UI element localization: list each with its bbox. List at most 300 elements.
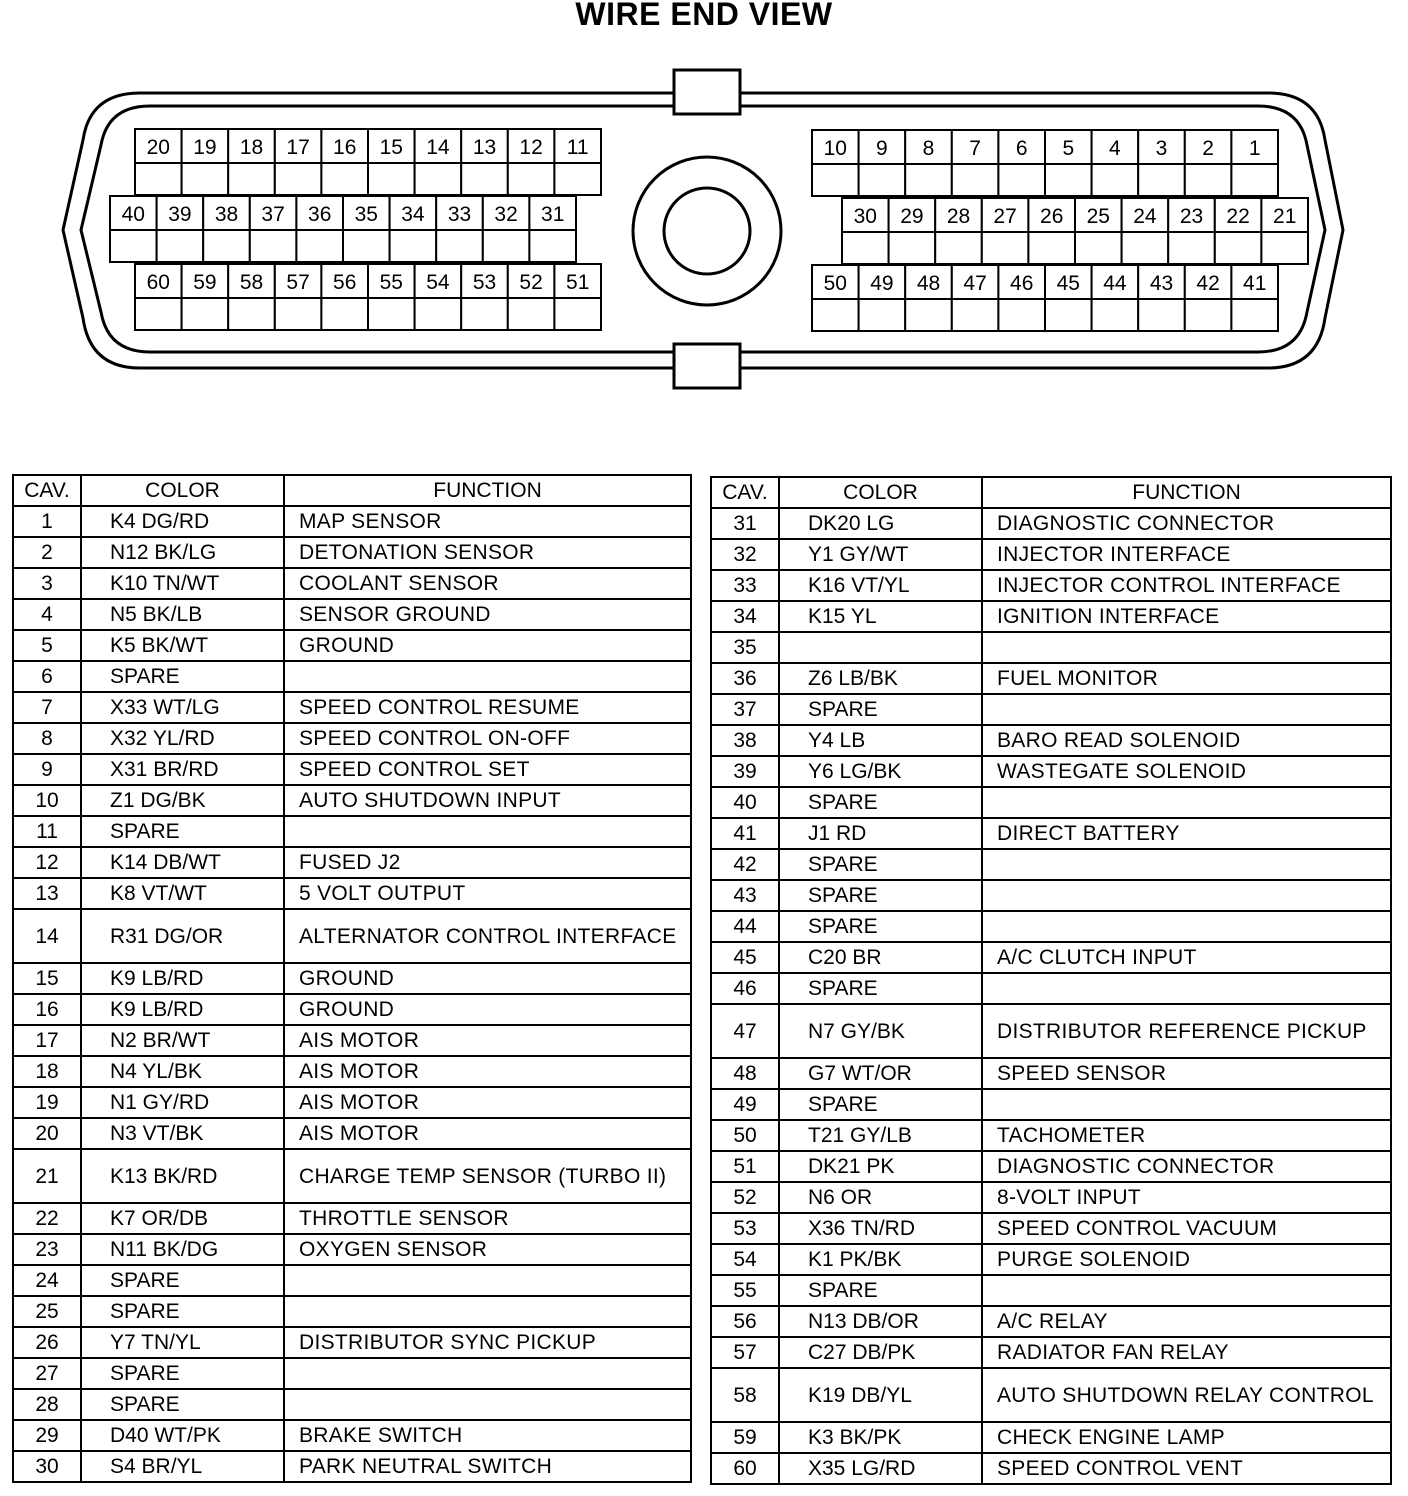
- cavity-hole: [859, 299, 906, 331]
- cavity-hole: [952, 299, 999, 331]
- cavity-hole: [368, 298, 415, 330]
- cavity-hole: [321, 163, 368, 195]
- wire-color-cell: C20 BR: [779, 942, 982, 973]
- wire-color-cell: SPARE: [81, 661, 284, 692]
- cavity-hole: [343, 230, 390, 262]
- wire-color-cell: X36 TN/RD: [779, 1213, 982, 1244]
- table-row: [13, 1327, 691, 1358]
- cavity-number: 15: [379, 136, 403, 159]
- cavity-cell: 51: [711, 1151, 779, 1182]
- cavity-number: 32: [494, 203, 518, 226]
- wire-color-cell: SPARE: [81, 1358, 284, 1389]
- cavity-number: 28: [946, 205, 971, 228]
- cavity-hole: [135, 163, 182, 195]
- cavity-cell: 57: [711, 1337, 779, 1368]
- cavity-cell: 43: [711, 880, 779, 911]
- function-cell: SENSOR GROUND: [284, 599, 691, 630]
- function-cell: AUTO SHUTDOWN INPUT: [284, 785, 691, 816]
- cavity-hole: [275, 298, 322, 330]
- function-cell: DISTRIBUTOR SYNC PICKUP: [284, 1327, 691, 1358]
- cavity-hole: [859, 164, 906, 196]
- table-row: [13, 785, 691, 816]
- wire-color-cell: Z6 LB/BK: [779, 663, 982, 694]
- cavity-number: 42: [1196, 272, 1220, 295]
- cavity-hole: [1028, 232, 1075, 264]
- cavity-hole: [508, 163, 555, 195]
- cavity-cell: 4: [13, 599, 81, 630]
- cavity-number: 9: [876, 137, 888, 160]
- function-cell: THROTTLE SENSOR: [284, 1203, 691, 1234]
- cavity-number: 29: [900, 205, 924, 228]
- cavity-cell: 50: [711, 1120, 779, 1151]
- wire-color-cell: K4 DG/RD: [81, 506, 284, 537]
- function-cell: AIS MOTOR: [284, 1087, 691, 1118]
- cavity-hole: [1045, 164, 1092, 196]
- function-cell: GROUND: [284, 963, 691, 994]
- table-row: [711, 570, 1391, 601]
- cavity-cell: 14: [13, 909, 81, 963]
- cavity-number: 46: [1010, 272, 1034, 295]
- cavity-number: 2: [1202, 137, 1214, 160]
- cavity-cell: 33: [711, 570, 779, 601]
- table-row: [13, 1234, 691, 1265]
- cavity-hole: [436, 230, 483, 262]
- table-row: [13, 816, 691, 847]
- wire-color-cell: SPARE: [779, 911, 982, 942]
- cavity-number: 47: [963, 272, 987, 295]
- cavity-hole: [1138, 299, 1185, 331]
- cavity-hole: [1231, 164, 1278, 196]
- cavity-cell: 21: [13, 1149, 81, 1203]
- cavity-hole: [952, 164, 999, 196]
- wire-color-cell: SPARE: [81, 816, 284, 847]
- function-cell: FUEL MONITOR: [982, 663, 1391, 694]
- function-cell: DETONATION SENSOR: [284, 537, 691, 568]
- function-cell: CHARGE TEMP SENSOR (TURBO II): [284, 1149, 691, 1203]
- table-header-row: [13, 475, 691, 506]
- function-cell: [284, 1389, 691, 1420]
- function-cell: AUTO SHUTDOWN RELAY CONTROL: [982, 1368, 1391, 1422]
- cavity-hole: [935, 232, 982, 264]
- wire-color-cell: Y4 LB: [779, 725, 982, 756]
- cavity-cell: 29: [13, 1420, 81, 1451]
- wire-color-cell: K8 VT/WT: [81, 878, 284, 909]
- function-cell: SPEED CONTROL RESUME: [284, 692, 691, 723]
- cavity-hole: [1231, 299, 1278, 331]
- cavity-hole: [1122, 232, 1169, 264]
- cavity-hole: [1092, 299, 1139, 331]
- cavity-number: 6: [1015, 137, 1028, 160]
- wire-color-cell: N11 BK/DG: [81, 1234, 284, 1265]
- table-row: [13, 661, 691, 692]
- function-cell: CHECK ENGINE LAMP: [982, 1422, 1391, 1453]
- cavity-number: 37: [261, 203, 285, 226]
- table-row: [711, 508, 1391, 539]
- cavity-cell: 32: [711, 539, 779, 570]
- cavity-cell: 17: [13, 1025, 81, 1056]
- function-cell: GROUND: [284, 630, 691, 661]
- cavity-hole: [905, 164, 952, 196]
- cavity-number: 43: [1149, 272, 1174, 295]
- header-cav: CAV.: [13, 475, 81, 506]
- table-row: [711, 694, 1391, 725]
- function-cell: [982, 911, 1391, 942]
- page-title: WIRE END VIEW: [575, 0, 833, 32]
- cavity-number: 5: [1062, 137, 1075, 160]
- table-row: [711, 1120, 1391, 1151]
- table-row: [711, 1058, 1391, 1089]
- cavity-number: 7: [969, 137, 981, 160]
- function-cell: SPEED CONTROL ON-OFF: [284, 723, 691, 754]
- wire-color-cell: K19 DB/YL: [779, 1368, 982, 1422]
- cavity-cell: 26: [13, 1327, 81, 1358]
- function-cell: 8-VOLT INPUT: [982, 1182, 1391, 1213]
- cavity-number: 8: [922, 137, 935, 160]
- cavity-cell: 47: [711, 1004, 779, 1058]
- table-row: [711, 911, 1391, 942]
- pin-table-right: [710, 476, 1392, 1485]
- wire-color-cell: SPARE: [779, 1089, 982, 1120]
- function-cell: A/C CLUTCH INPUT: [982, 942, 1391, 973]
- function-cell: COOLANT SENSOR: [284, 568, 691, 599]
- table-row: [711, 1004, 1391, 1058]
- cavity-number: 17: [286, 136, 310, 159]
- function-cell: [284, 661, 691, 692]
- cavity-number: 19: [193, 136, 217, 159]
- table-row: [13, 754, 691, 785]
- cavity-hole: [368, 163, 415, 195]
- cavity-number: 36: [308, 203, 332, 226]
- wire-color-cell: SPARE: [779, 787, 982, 818]
- table-row: [13, 1358, 691, 1389]
- cavity-number: 54: [426, 271, 450, 294]
- wire-color-cell: N6 OR: [779, 1182, 982, 1213]
- table-row: [711, 1422, 1391, 1453]
- cavity-number: 38: [214, 203, 239, 226]
- wire-color-cell: K1 PK/BK: [779, 1244, 982, 1275]
- connector-bolt-inner: [664, 188, 750, 274]
- table-row: [711, 1213, 1391, 1244]
- cavity-cell: 55: [711, 1275, 779, 1306]
- cavity-number: 35: [354, 203, 378, 226]
- function-cell: WASTEGATE SOLENOID: [982, 756, 1391, 787]
- cavity-number: 23: [1179, 205, 1204, 228]
- connector-bottom-tab: [674, 344, 740, 388]
- cavity-hole: [135, 298, 182, 330]
- cavity-cell: 22: [13, 1203, 81, 1234]
- cavity-number: 25: [1086, 205, 1110, 228]
- function-cell: SPEED CONTROL VACUUM: [982, 1213, 1391, 1244]
- table-row: [711, 1275, 1391, 1306]
- wire-color-cell: K14 DB/WT: [81, 847, 284, 878]
- cavity-cell: 48: [711, 1058, 779, 1089]
- cavity-number: 30: [853, 205, 877, 228]
- function-cell: TACHOMETER: [982, 1120, 1391, 1151]
- wire-color-cell: N4 YL/BK: [81, 1056, 284, 1087]
- function-cell: PURGE SOLENOID: [982, 1244, 1391, 1275]
- cavity-cell: 9: [13, 754, 81, 785]
- cavity-number: 11: [566, 136, 589, 159]
- table-row: [711, 1151, 1391, 1182]
- header-function: FUNCTION: [982, 477, 1391, 508]
- table-row: [13, 1420, 691, 1451]
- cavity-cell: 16: [13, 994, 81, 1025]
- function-cell: IGNITION INTERFACE: [982, 601, 1391, 632]
- cavity-cell: 41: [711, 818, 779, 849]
- function-cell: SPEED CONTROL SET: [284, 754, 691, 785]
- wire-color-cell: X32 YL/RD: [81, 723, 284, 754]
- table-row: [13, 1296, 691, 1327]
- function-cell: RADIATOR FAN RELAY: [982, 1337, 1391, 1368]
- cavity-cell: 13: [13, 878, 81, 909]
- wire-color-cell: N5 BK/LB: [81, 599, 284, 630]
- cavity-hole: [842, 232, 889, 264]
- wire-color-cell: Z1 DG/BK: [81, 785, 284, 816]
- cavity-hole: [415, 163, 462, 195]
- wire-color-cell: X31 BR/RD: [81, 754, 284, 785]
- cavity-number: 58: [239, 271, 264, 294]
- cavity-number: 27: [993, 205, 1017, 228]
- function-cell: AIS MOTOR: [284, 1025, 691, 1056]
- cavity-number: 40: [121, 203, 145, 226]
- table-row: [13, 723, 691, 754]
- function-cell: OXYGEN SENSOR: [284, 1234, 691, 1265]
- cavity-number: 44: [1103, 272, 1127, 295]
- wire-color-cell: K16 VT/YL: [779, 570, 982, 601]
- cavity-number: 1: [1248, 137, 1261, 160]
- cavity-hole: [982, 232, 1029, 264]
- cavity-hole: [390, 230, 437, 262]
- table-row: [13, 963, 691, 994]
- cavity-cell: 11: [13, 816, 81, 847]
- function-cell: [982, 880, 1391, 911]
- table-header-row: [711, 477, 1391, 508]
- function-cell: DIRECT BATTERY: [982, 818, 1391, 849]
- table-row: [13, 1265, 691, 1296]
- cavity-hole: [415, 298, 462, 330]
- cavity-hole: [554, 163, 601, 195]
- function-cell: DIAGNOSTIC CONNECTOR: [982, 508, 1391, 539]
- cavity-cell: 24: [13, 1265, 81, 1296]
- cavity-hole: [1075, 232, 1122, 264]
- cavity-cell: 8: [13, 723, 81, 754]
- wire-color-cell: Y6 LG/BK: [779, 756, 982, 787]
- cavity-number: 33: [447, 203, 472, 226]
- function-cell: ALTERNATOR CONTROL INTERFACE: [284, 909, 691, 963]
- cavity-number: 14: [426, 136, 450, 159]
- table-row: [711, 849, 1391, 880]
- table-row: [13, 1118, 691, 1149]
- wire-color-cell: J1 RD: [779, 818, 982, 849]
- wire-color-cell: N12 BK/LG: [81, 537, 284, 568]
- table-row: [13, 1056, 691, 1087]
- function-cell: [284, 1358, 691, 1389]
- cavity-cell: 44: [711, 911, 779, 942]
- wire-color-cell: Y7 TN/YL: [81, 1327, 284, 1358]
- cavity-hole: [554, 298, 601, 330]
- table-row: [711, 1182, 1391, 1213]
- function-cell: DISTRIBUTOR REFERENCE PICKUP: [982, 1004, 1391, 1058]
- cavity-cell: 58: [711, 1368, 779, 1422]
- cavity-cell: 56: [711, 1306, 779, 1337]
- wire-color-cell: K9 LB/RD: [81, 994, 284, 1025]
- cavity-cell: 34: [711, 601, 779, 632]
- table-row: [13, 1451, 691, 1482]
- function-cell: [284, 816, 691, 847]
- cavity-hole: [296, 230, 343, 262]
- cavity-number: 60: [146, 271, 170, 294]
- cavity-number: 53: [472, 271, 497, 294]
- cavity-cell: 12: [13, 847, 81, 878]
- table-row: [13, 994, 691, 1025]
- connector-top-tab: [674, 70, 740, 114]
- cavity-cell: 40: [711, 787, 779, 818]
- cavity-hole: [812, 164, 859, 196]
- function-cell: INJECTOR CONTROL INTERFACE: [982, 570, 1391, 601]
- function-cell: [982, 632, 1391, 663]
- cavity-hole: [998, 164, 1045, 196]
- cavity-cell: 31: [711, 508, 779, 539]
- cavity-number: 13: [472, 136, 497, 159]
- cavity-cell: 49: [711, 1089, 779, 1120]
- table-row: [711, 1337, 1391, 1368]
- cavity-hole: [461, 163, 508, 195]
- cavity-number: 16: [333, 136, 357, 159]
- cavity-hole: [461, 298, 508, 330]
- wire-color-cell: K10 TN/WT: [81, 568, 284, 599]
- header-cav: CAV.: [711, 477, 779, 508]
- cavity-hole: [483, 230, 530, 262]
- wire-color-cell: D40 WT/PK: [81, 1420, 284, 1451]
- wire-color-cell: Y1 GY/WT: [779, 539, 982, 570]
- header-function: FUNCTION: [284, 475, 691, 506]
- cavity-cell: 52: [711, 1182, 779, 1213]
- cavity-hole: [228, 163, 275, 195]
- cavity-hole: [110, 230, 157, 262]
- cavity-number: 45: [1056, 272, 1080, 295]
- cavity-cell: 30: [13, 1451, 81, 1482]
- cavity-hole: [182, 163, 229, 195]
- table-row: [711, 601, 1391, 632]
- header-color: COLOR: [779, 477, 982, 508]
- cavity-number: 57: [286, 271, 310, 294]
- cavity-cell: 59: [711, 1422, 779, 1453]
- wire-color-cell: K9 LB/RD: [81, 963, 284, 994]
- wire-color-cell: N13 DB/OR: [779, 1306, 982, 1337]
- cavity-cell: 27: [13, 1358, 81, 1389]
- function-cell: [982, 1275, 1391, 1306]
- cavity-number: 51: [566, 271, 590, 294]
- cavity-cell: 25: [13, 1296, 81, 1327]
- wire-color-cell: C27 DB/PK: [779, 1337, 982, 1368]
- cavity-cell: 37: [711, 694, 779, 725]
- cavity-hole: [1185, 164, 1232, 196]
- wire-color-cell: SPARE: [779, 849, 982, 880]
- function-cell: GROUND: [284, 994, 691, 1025]
- table-row: [13, 568, 691, 599]
- cavity-number: 12: [519, 136, 543, 159]
- cavity-number: 39: [168, 203, 192, 226]
- table-row: [711, 818, 1391, 849]
- table-row: [13, 599, 691, 630]
- wire-color-cell: SPARE: [81, 1296, 284, 1327]
- cavity-hole: [529, 230, 576, 262]
- wire-color-cell: S4 BR/YL: [81, 1451, 284, 1482]
- cavity-cell: 20: [13, 1118, 81, 1149]
- cavity-hole: [812, 299, 859, 331]
- table-row: [711, 942, 1391, 973]
- table-row: [711, 663, 1391, 694]
- cavity-hole: [203, 230, 250, 262]
- table-row: [711, 973, 1391, 1004]
- table-row: [13, 1203, 691, 1234]
- cavity-cell: 38: [711, 725, 779, 756]
- function-cell: FUSED J2: [284, 847, 691, 878]
- cavity-hole: [250, 230, 297, 262]
- cavity-number: 56: [333, 271, 357, 294]
- cavity-hole: [228, 298, 275, 330]
- cavity-hole: [1185, 299, 1232, 331]
- table-row: [711, 880, 1391, 911]
- wire-color-cell: K15 YL: [779, 601, 982, 632]
- table-row: [711, 1453, 1391, 1484]
- table-row: [13, 1149, 691, 1203]
- cavity-number: 3: [1155, 137, 1168, 160]
- function-cell: [982, 973, 1391, 1004]
- table-row: [711, 1089, 1391, 1120]
- wire-color-cell: [779, 632, 982, 663]
- cavity-cell: 42: [711, 849, 779, 880]
- wire-color-cell: K5 BK/WT: [81, 630, 284, 661]
- cavity-cell: 6: [13, 661, 81, 692]
- wire-color-cell: N1 GY/RD: [81, 1087, 284, 1118]
- cavity-number: 4: [1109, 137, 1121, 160]
- function-cell: [982, 849, 1391, 880]
- wire-color-cell: T21 GY/LB: [779, 1120, 982, 1151]
- cavity-cell: 18: [13, 1056, 81, 1087]
- wire-color-cell: G7 WT/OR: [779, 1058, 982, 1089]
- table-row: [13, 506, 691, 537]
- cavity-number: 52: [519, 271, 543, 294]
- table-row: [13, 878, 691, 909]
- cavity-cell: 35: [711, 632, 779, 663]
- function-cell: MAP SENSOR: [284, 506, 691, 537]
- connector-wire-end-view: [0, 60, 1408, 400]
- table-row: [13, 1025, 691, 1056]
- cavity-number: 50: [823, 272, 847, 295]
- cavity-cell: 3: [13, 568, 81, 599]
- cavity-hole: [1261, 232, 1308, 264]
- wire-color-cell: SPARE: [779, 973, 982, 1004]
- cavity-number: 10: [823, 137, 847, 160]
- cavity-hole: [182, 298, 229, 330]
- cavity-number: 34: [401, 203, 425, 226]
- wire-color-cell: DK20 LG: [779, 508, 982, 539]
- cavity-hole: [1168, 232, 1215, 264]
- cavity-cell: 36: [711, 663, 779, 694]
- cavity-number: 21: [1273, 205, 1297, 228]
- function-cell: AIS MOTOR: [284, 1118, 691, 1149]
- cavity-number: 22: [1226, 205, 1250, 228]
- header-color: COLOR: [81, 475, 284, 506]
- cavity-cell: 45: [711, 942, 779, 973]
- wire-color-cell: N3 VT/BK: [81, 1118, 284, 1149]
- cavity-number: 41: [1243, 272, 1267, 295]
- function-cell: AIS MOTOR: [284, 1056, 691, 1087]
- cavity-hole: [905, 299, 952, 331]
- function-cell: [284, 1265, 691, 1296]
- table-row: [711, 1306, 1391, 1337]
